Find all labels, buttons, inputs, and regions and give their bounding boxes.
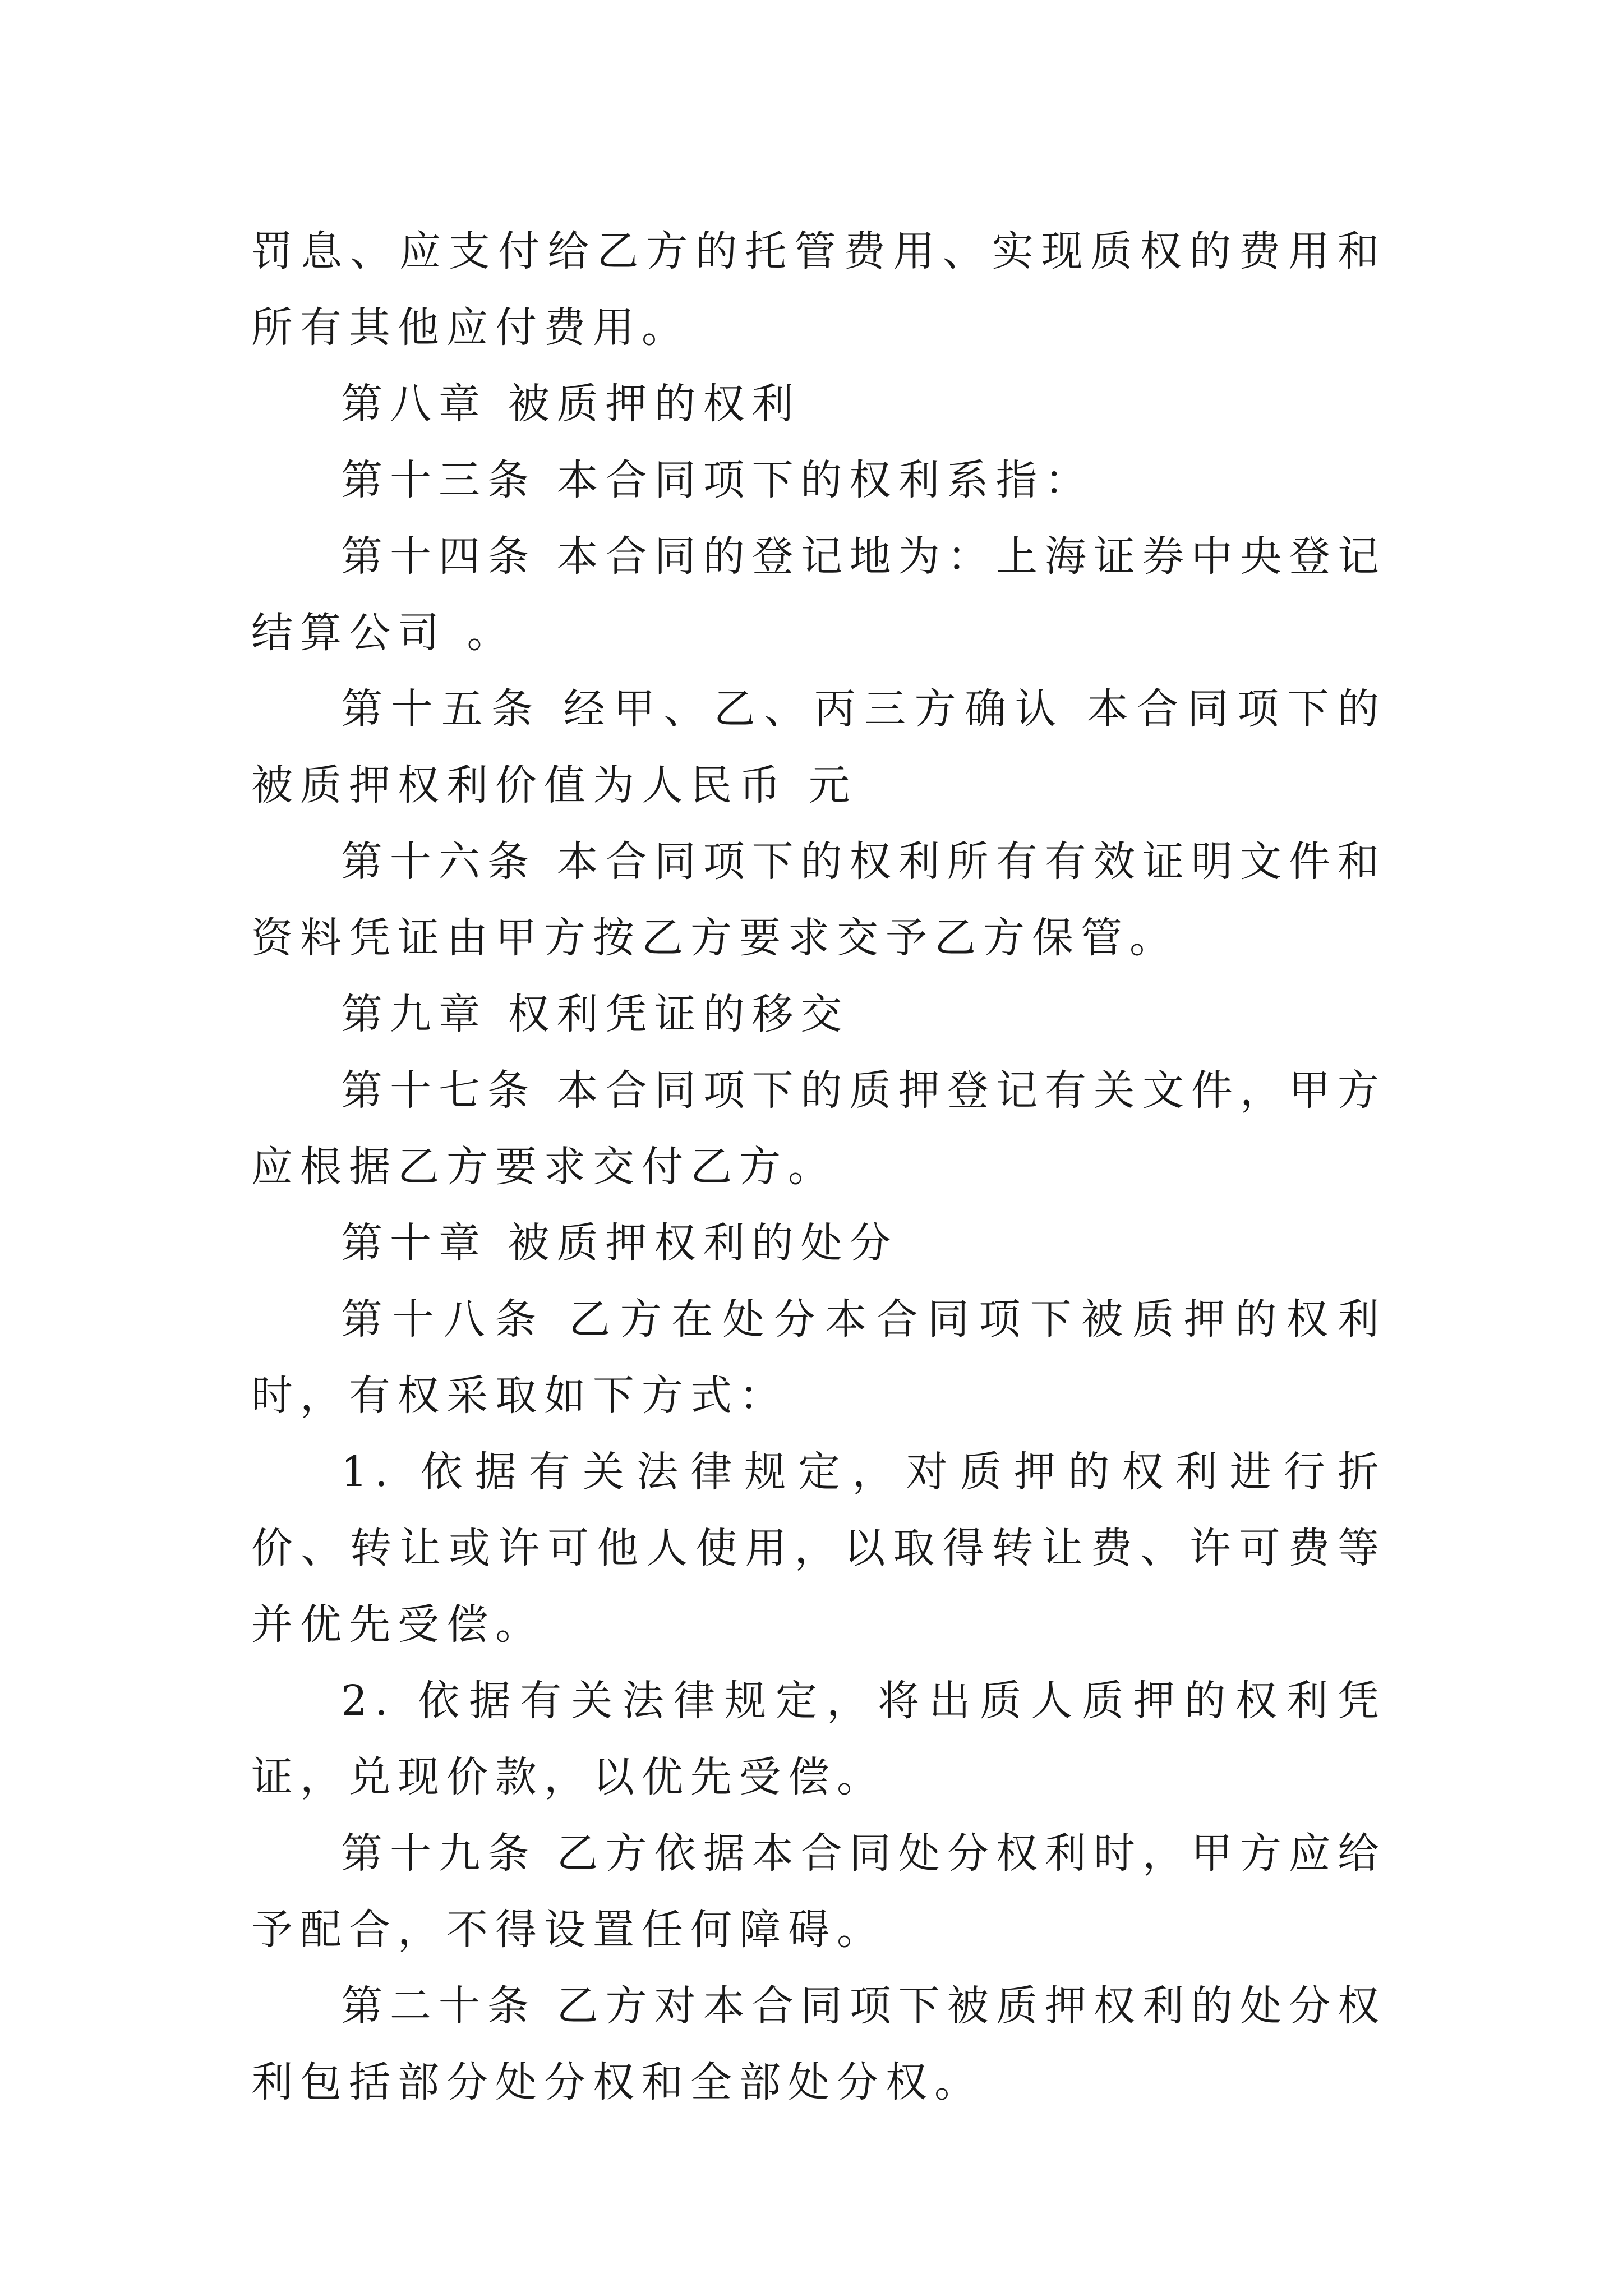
article-14: 第十四条 本合同的登记地为：上海证券中央登记结算公司 。 bbox=[251, 532, 1386, 657]
chapter-8-heading: 第八章 被质押的权利 bbox=[341, 380, 801, 428]
article-18: 第十八条 乙方在处分本合同项下被质押的权利时，有权采取如下方式： bbox=[251, 1295, 1386, 1420]
article-20: 第二十条 乙方对本合同项下被质押权利的处分权利包括部分处分权和全部处分权。 bbox=[251, 1982, 1386, 2106]
document-body bbox=[251, 213, 1386, 2120]
paragraph-continuation: 罚息、应支付给乙方的托管费用、实现质权的费用和所有其他应付费用。 bbox=[251, 227, 1386, 352]
chapter-9-heading: 第九章 权利凭证的移交 bbox=[341, 990, 850, 1038]
article-18-item-1: 1. 依据有关法律规定，对质押的权利进行折价、转让或许可他人使用，以取得转让费、许可费等并优先受偿。 bbox=[251, 1448, 1386, 1649]
chapter-10-heading: 第十章 被质押权利的处分 bbox=[341, 1219, 898, 1267]
article-16: 第十六条 本合同项下的权利所有有效证明文件和资料凭证由甲方按乙方要求交予乙方保管。 bbox=[251, 838, 1386, 962]
article-18-item-2: 2. 依据有关法律规定，将出质人质押的权利凭证，兑现价款，以优先受偿。 bbox=[251, 1677, 1386, 1801]
article-13: 第十三条 本合同项下的权利系指： bbox=[341, 456, 1094, 504]
article-19: 第十九条 乙方依据本合同处分权利时，甲方应给予配合，不得设置任何障碍。 bbox=[251, 1829, 1386, 1954]
article-15: 第十五条 经甲、乙、丙三方确认 本合同项下的被质押权利价值为人民币 元 bbox=[251, 685, 1386, 809]
article-17: 第十七条 本合同项下的质押登记有关文件，甲方应根据乙方要求交付乙方。 bbox=[251, 1066, 1386, 1191]
